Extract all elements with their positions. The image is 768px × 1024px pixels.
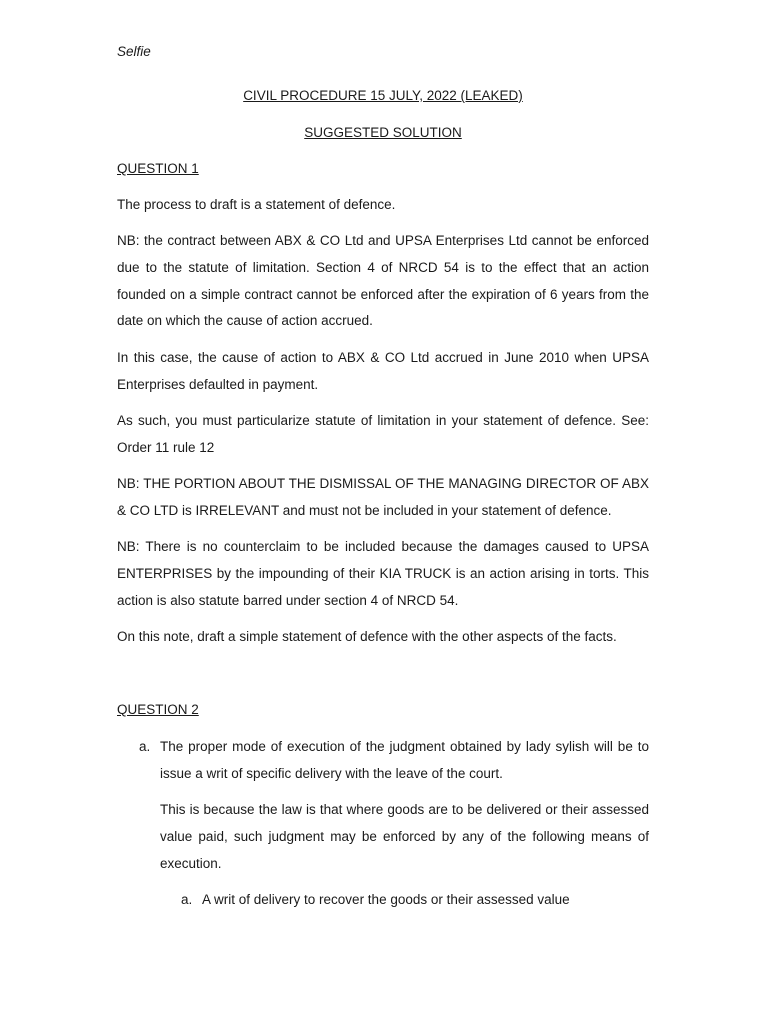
question-1-paragraph: NB: There is no counterclaim to be included because the damages caused to UPSA ENTERPRISES by the impounding of their KIA TRUCK is an action arising in torts. This action is also statute barred under section 4 of NRCD 54. (117, 539, 649, 608)
sub-list-item-text: A writ of delivery to recover the goods or their assessed value (202, 892, 570, 907)
document-subtitle: SUGGESTED SOLUTION (304, 125, 462, 140)
list-marker: a. (139, 739, 151, 754)
sub-list-marker: a. (181, 892, 193, 907)
question-1-paragraph: NB: the contract between ABX & CO Ltd and UPSA Enterprises Ltd cannot be enforced due to the statute of limitation. Section 4 of NRCD 54 is to the effect that an action founded on a simple contract cannot be enforced after the expiration of 6 years from the date on which the cause of action accrued. (117, 233, 649, 329)
question-1-paragraph: In this case, the cause of action to ABX & CO Ltd accrued in June 2010 when UPSA Enterprises defaulted in payment. (117, 350, 649, 392)
question-1-paragraph: NB: THE PORTION ABOUT THE DISMISSAL OF THE MANAGING DIRECTOR OF ABX & CO LTD is IRRELEVANT and must not be included in your statement of defence. (117, 476, 649, 518)
question-1-paragraph: As such, you must particularize statute of limitation in your statement of defence. See: Order 11 rule 12 (117, 413, 649, 455)
question-1-paragraph: The process to draft is a statement of defence. (117, 197, 396, 212)
question-2-heading: QUESTION 2 (117, 702, 199, 717)
sub-list-item (181, 887, 649, 914)
list-item (139, 734, 649, 788)
question-1-heading: QUESTION 1 (117, 161, 199, 176)
list-item-text: The proper mode of execution of the judgment obtained by lady sylish will be to issue a writ of specific delivery with the leave of the court. (160, 739, 649, 781)
list-item-explanation: This is because the law is that where goods are to be delivered or their assessed value paid, such judgment may be enforced by any of the following means of execution. (160, 802, 649, 871)
question-1-paragraph: On this note, draft a simple statement of defence with the other aspects of the facts. (117, 629, 617, 644)
document-title: CIVIL PROCEDURE 15 JULY, 2022 (LEAKED) (243, 88, 523, 103)
header-label: Selfie (117, 44, 151, 59)
